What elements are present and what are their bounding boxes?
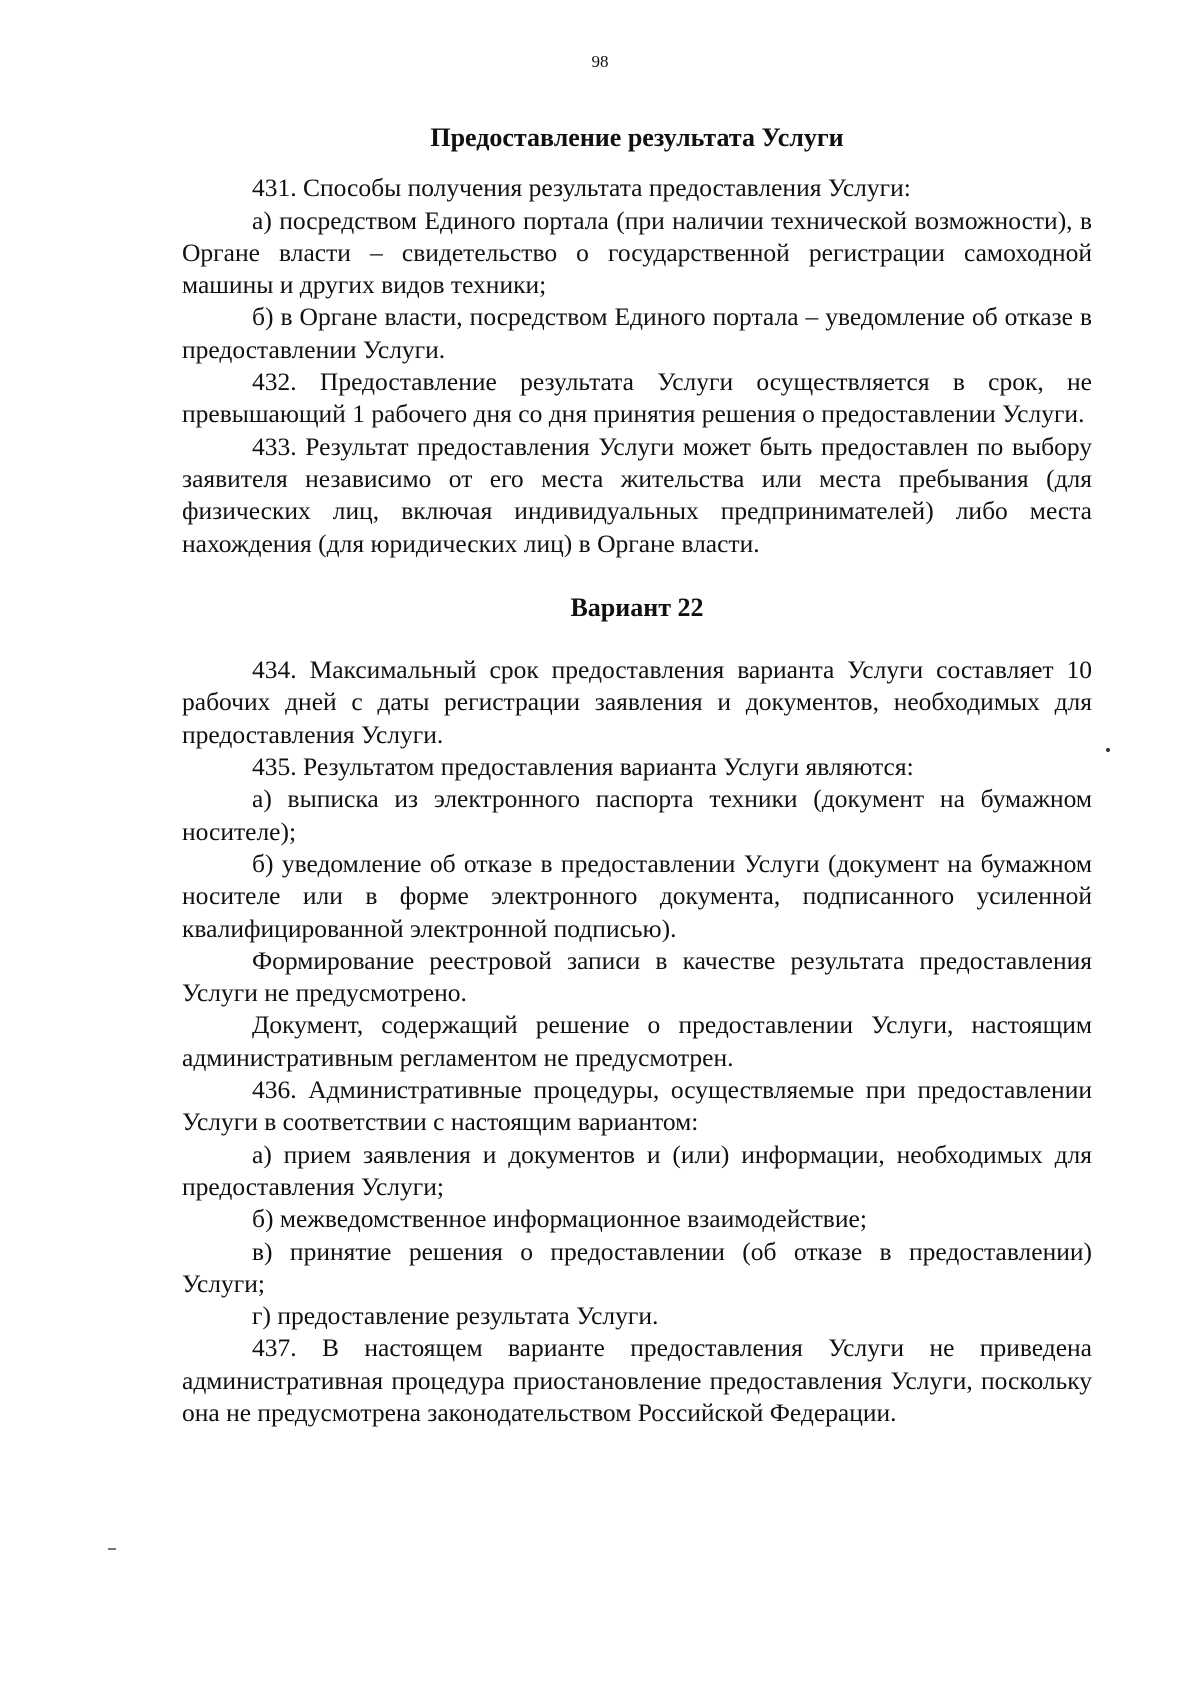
paragraph-431-a: а) посредством Единого портала (при наличии технической возможности), в Органе власти – свидетельство о государственной регистрации самоходной машины и других видов техники; — [182, 205, 1092, 300]
paragraph-436-d: г) предоставление результата Услуги. — [252, 1301, 659, 1331]
paragraph-435-b: б) уведомление об отказе в предоставлении Услуги (документ на бумажном носителе или в форме электронного документа, подписанного усиленной квалифицированной электронной подписью). — [182, 848, 1092, 943]
paragraph-431-b: б) в Органе власти, посредством Единого портала – уведомление об отказе в предоставлении Услуги. — [182, 302, 1092, 364]
paragraph-435: 435. Результатом предоставления варианта Услуги являются: — [252, 752, 914, 782]
section-heading-variant-22: Вариант 22 — [570, 592, 704, 622]
paragraph-432: 432. Предоставление результата Услуги осуществляется в срок, не превышающий 1 рабочего дня со дня принятия решения о предоставлении Услуги. — [182, 367, 1092, 429]
section-heading-result: Предоставление результата Услуги — [430, 123, 844, 152]
paragraph-437: 437. В настоящем варианте предоставления Услуги не приведена административная процедура приостановление предоставления Услуги, поскольку она не предусмотрена законодательством Российской Федерации. — [182, 1333, 1092, 1427]
paragraph-436-a: а) прием заявления и документов и (или) информации, необходимых для предоставления Услуги; — [182, 1139, 1092, 1201]
paragraph-436-b: б) межведомственное информационное взаимодействие; — [252, 1204, 867, 1234]
page-number: 98 — [591, 52, 609, 71]
scan-mark — [108, 1548, 116, 1550]
paragraph-registry-record: Формирование реестровой записи в качестве результата предоставления Услуги не предусмотрено. — [182, 945, 1092, 1008]
paragraph-436: 436. Административные процедуры, осуществляемые при предоставлении Услуги в соответствии с настоящим вариантом: — [182, 1075, 1092, 1137]
paragraph-436-c: в) принятие решения о предоставлении (об отказе в предоставлении) Услуги; — [182, 1236, 1092, 1298]
paragraph-decision-document: Документ, содержащий решение о предоставлении Услуги, настоящим административным регламентом не предусмотрен. — [182, 1010, 1092, 1072]
document-body — [182, 122, 1092, 1429]
scan-speck — [1106, 748, 1110, 752]
paragraph-435-a: а) выписка из электронного паспорта техники (документ на бумажном носителе); — [182, 784, 1092, 846]
paragraph-431: 431. Способы получения результата предоставления Услуги: — [252, 173, 911, 203]
paragraph-434: 434. Максимальный срок предоставления варианта Услуги составляет 10 рабочих дней с даты регистрации заявления и документов, необходимых для предоставления Услуги. — [182, 655, 1092, 749]
paragraph-433: 433. Результат предоставления Услуги может быть предоставлен по выбору заявителя независимо от его места жительства или места пребывания (для физических лиц, включая индивидуальных предпринимателей) либо места нахождения (для юридических лиц) в Органе власти. — [182, 431, 1092, 558]
